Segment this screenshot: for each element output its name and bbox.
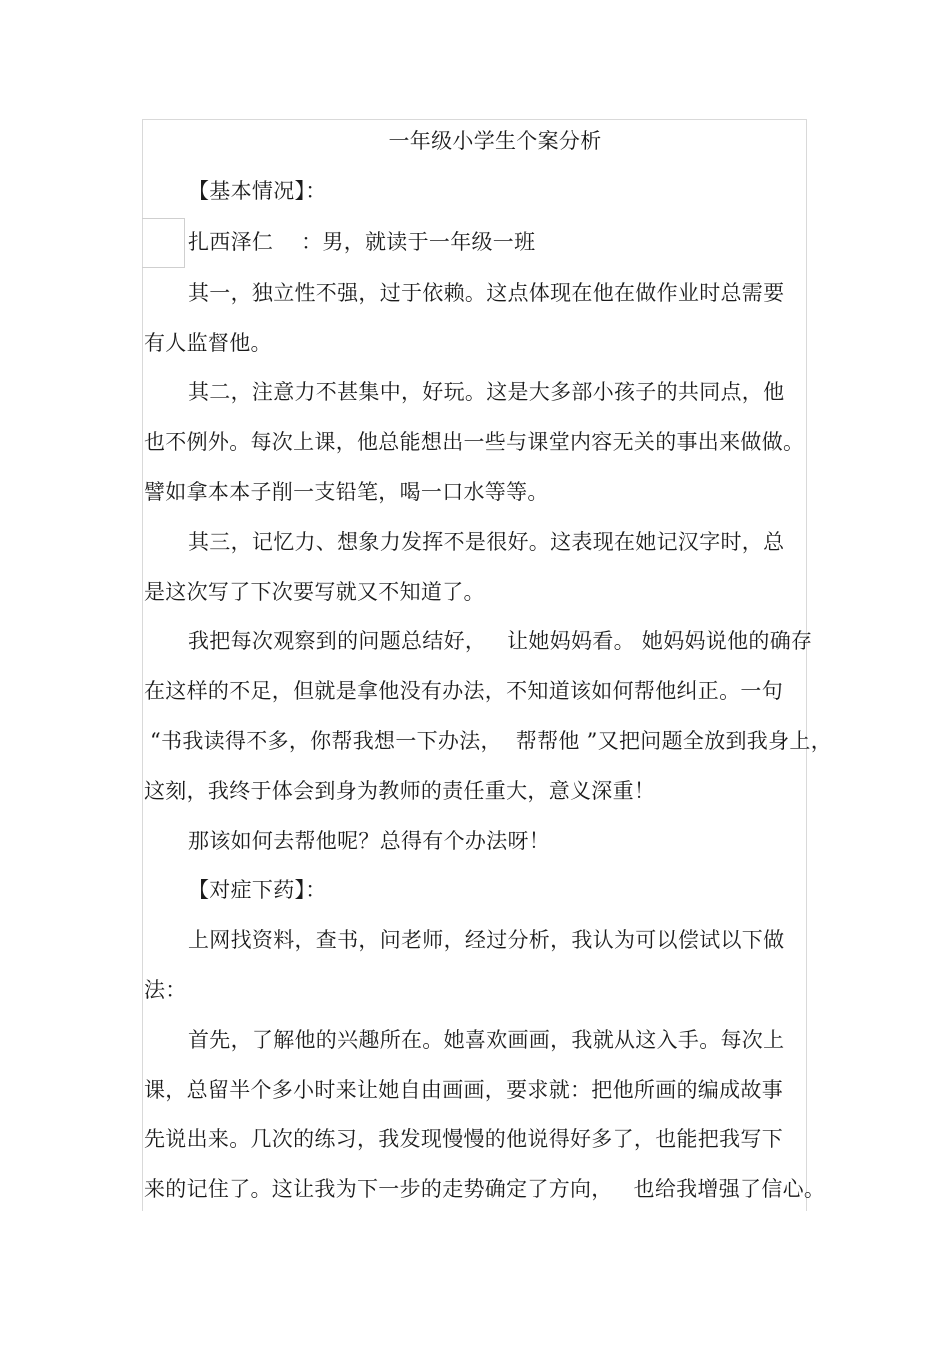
paragraph-line: 先说出来。几次的练习，我发现慢慢的他说得好多了，也能把我写下 — [144, 1127, 783, 1151]
paragraph-line: 有人监督他。 — [144, 331, 272, 355]
paragraph-line: “书我读得不多，你帮我想一下办法， 帮帮他 ”又把问题全放到我身上， — [150, 729, 832, 753]
student-info-line: 扎西泽仁 ：男，就读于一年级一班 — [188, 230, 536, 254]
heading-basic-info: 【基本情况】： — [188, 179, 327, 203]
paragraph-line: 首先，了解他的兴趣所在。她喜欢画画，我就从这入手。每次上 — [188, 1028, 785, 1052]
paragraph-line: 法： — [144, 978, 187, 1002]
document-title: 一年级小学生个案分析 — [388, 129, 602, 153]
paragraph-line: 那该如何去帮他呢？总得有个办法呀！ — [188, 829, 551, 853]
paragraph-line: 其一，独立性不强，过于依赖。这点体现在他在做作业时总需要 — [188, 281, 785, 305]
paragraph-line: 在这样的不足，但就是拿他没有办法，不知道该如何帮他纠正。一句 — [144, 679, 783, 703]
paragraph-line: 是这次写了下次要写就又不知道了。 — [144, 580, 485, 604]
paragraph-line: 我把每次观察到的问题总结好， 让她妈妈看。 她妈妈说他的确存 — [188, 629, 813, 653]
paragraph-line: 其二，注意力不甚集中，好玩。这是大多部小孩子的共同点，他 — [188, 380, 785, 404]
page-frame-right-border — [806, 119, 807, 1211]
paragraph-line: 也不例外。每次上课，他总能想出一些与课堂内容无关的事出来做做。 — [144, 430, 805, 454]
paragraph-line: 其三，记忆力、想象力发挥不是很好。这表现在她记汉字时，总 — [188, 530, 785, 554]
paragraph-line: 譬如拿本本子削一支铅笔，喝一口水等等。 — [144, 480, 549, 504]
paragraph-line: 这刻，我终于体会到身为教师的责任重大，意义深重！ — [144, 779, 656, 803]
paragraph-line: 上网找资料，查书，问老师，经过分析，我认为可以偿试以下做 — [188, 928, 785, 952]
name-cell-box — [142, 218, 185, 268]
page-frame-left-border — [142, 119, 143, 1211]
paragraph-line: 课，总留半个多小时来让她自由画画，要求就：把他所画的编成故事 — [144, 1078, 783, 1102]
page-frame-top-border — [142, 119, 807, 120]
heading-remedy: 【对症下药】： — [188, 878, 327, 902]
paragraph-line: 来的记住了。这让我为下一步的走势确定了方向， 也给我增强了信心。 — [144, 1177, 826, 1201]
